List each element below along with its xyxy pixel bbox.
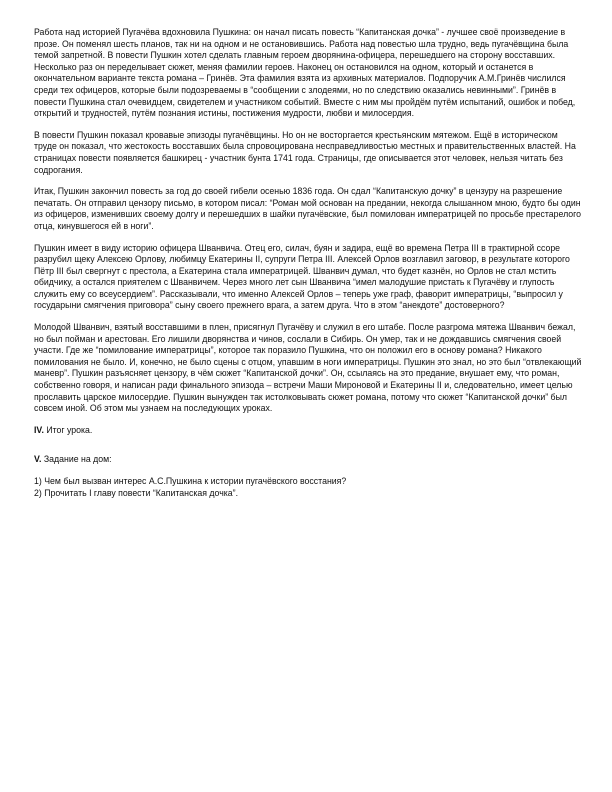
section-heading-summary [34, 425, 582, 437]
paragraph-young-shvanvich: Молодой Шванвич, взятый восставшими в плен, присягнул Пугачёву и служил в его штабе. После разгрома мятежа Шванвич бежал, но был пойман и арестован. Его лишили дворянства и чинов, сослали в Сибирь. Он умер, так и не дождавшись смягчения своей участи. Где же “помилование императрицы”, которое так поразило Пушкина, что он положил его в основу романа? Никакого помилования не было. И, конечно, не было сцены с отцом, упавшим в ноги императрицы. Пушкин это знал, но это был “отвлекающий маневр”. Пушкин разъясняет цензору, в чём сюжет “Капитанской дочки”. Он, ссылаясь на это предание, внушает ему, что роман, собственно говоря, и написан ради финального эпизода – встречи Маши Мироновой и Екатерины II и, следовательно, имеет целью прославить царское милосердие. Пушкин вынужден так истолковывать сюжет романа, потому что сюжет “Капитанской дочки” был совсем иной. Об этом мы узнаем на последующих уроках. [34, 322, 582, 414]
paragraph-shvanvich-history: Пушкин имеет в виду историю офицера Шванвича. Отец его, силач, буян и задира, ещё во времена Петра III в трактирной ссоре разрубил щеку Алексею Орлову, любимцу Екатерины II, супруги Петра III. Алексей Орлов возглавил заговор, в результате которого Пётр III был свергнут с престола, а Екатерина стала императрицей. Шванвич думал, что будет казнён, но Орлов не стал мстить обидчику, а остался приятелем с Шванвичем. Через много лет сын Шванвича “имел малодушие пристать к Пугачёву и глупость служить ему со всеусердием”. Рассказывали, что именно Алексей Орлов – теперь уже граф, фаворит императрицы, “выпросил у государыни смягчения приговора” сыну своего прежнего врага, а затем друга. Что в этом “анекдоте” достоверного? [34, 242, 570, 311]
section-heading-homework [34, 454, 582, 466]
paragraph-censor-letter: Итак, Пушкин закончил повесть за год до своей гибели осенью 1836 года. Он сдал “Капитанскую дочку” в цензуру на разрешение печатать. Он отправил цензору письмо, в котором писал: “Роман мой основан на предании, некогда слышанном мною, будто бы один из офицеров, изменивших своему долгу и перешедших в шайки пугачёвские, был помилован императрицей по просьбе престарелого отца, кинувшегося ей в ноги”. [34, 186, 582, 231]
spacer [34, 436, 582, 454]
section-title: Задание на дом: [41, 454, 112, 465]
homework-item: 1) Чем был вызван интерес А.С.Пушкина к истории пугачёвского восстания? [34, 476, 347, 486]
section-number: IV. [34, 424, 44, 435]
paragraph-bashkir: В повести Пушкин показал кровавые эпизоды пугачёвщины. Но он не восторгается крестьянским мятежом. Ещё в историческом труде он показал, что жестокость восставших была спровоцирована несправедливостью местных и правительственных властей. На страницах повести появляется башкирец - участник бунта 1741 года. Страницы, где описывается этот человек, нельзя читать без содрогания. [34, 129, 576, 175]
section-number: V. [34, 454, 42, 465]
homework-item: 2) Прочитать I главу повести “Капитанская дочка”. [34, 487, 238, 498]
document-body [34, 27, 582, 499]
paragraph-grinev: Работа над историей Пугачёва вдохновила Пушкина: он начал писать повесть “Капитанская дочка” - лучшее своё произведение в прозе. Он поменял шесть планов, так ни на одном и не остановившись. Работа над повестью шла трудно, ведь пугачёвщина была темой запретной. В повести Пушкин хотел сделать главным героем дворянина-офицера, перешедшего на сторону восставших. Несколько раз он переделывает сюжет, меняя фамилии героев. Наконец он остановился на одном, который и останется в окончательном варианте текста романа – Гринёв. Эта фамилия взята из архивных материалов. Подпоручик А.М.Гринёв числился среди тех офицеров, которые были подозреваемы в “сообщении с злодеями, но по следствию оказались невинными”. Гринёв в повести Пушкина стал очевидцем, свидетелем и участником событий. Вместе с ним мы пройдём путём испытаний, ошибок и побед, открытий и трудностей, путём познания истины, постижения мудрости, любви и милосердия. [34, 27, 576, 119]
section-title: Итог урока. [43, 424, 93, 435]
homework-list [34, 476, 582, 499]
